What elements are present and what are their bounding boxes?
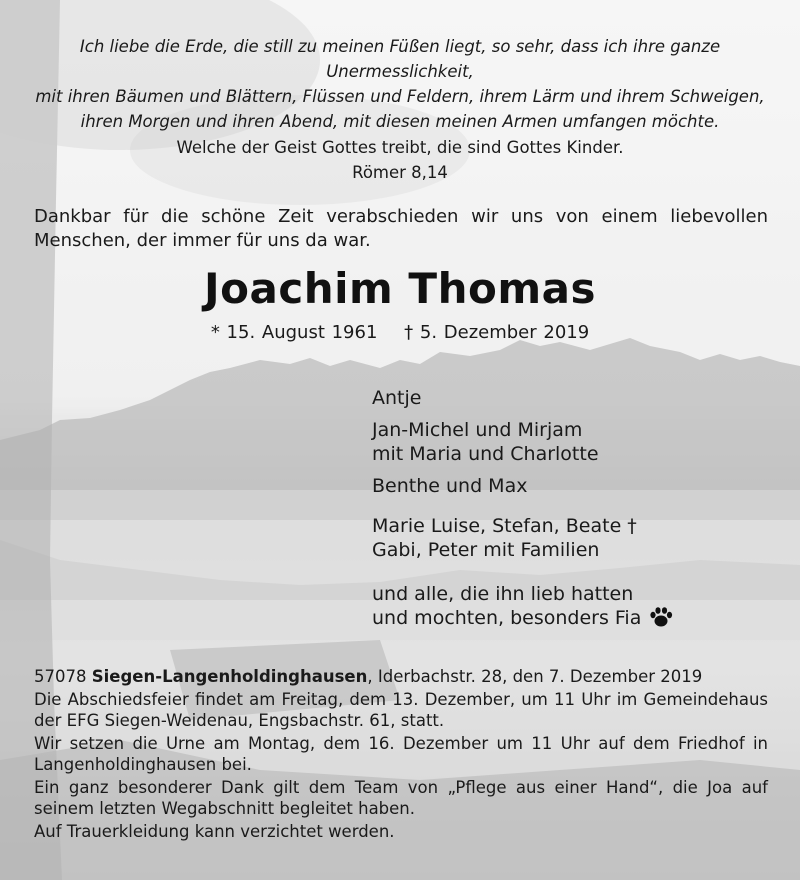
family-group-1	[372, 386, 599, 498]
birth-date: * 15. August 1961	[210, 322, 378, 343]
family-group-2	[372, 514, 637, 562]
poem-quote	[20, 34, 780, 134]
thanks-note: Ein ganz besonderer Dank gilt dem Team von „Pflege aus einer Hand“, die Joa auf seinem letzten Wegabschnitt begleitet haben.	[34, 778, 768, 818]
address-rest: , Iderbachstr. 28, den 7. Dezember 2019	[367, 667, 703, 686]
poem-line-3: ihren Morgen und ihren Abend, mit diesen meinen Armen umfangen möchte.	[80, 112, 720, 131]
verse-reference: Römer 8,14	[352, 163, 448, 182]
family-member: Gabi, Peter mit Familien	[372, 539, 600, 561]
family-group-3	[372, 582, 673, 630]
death-date: † 5. Dezember 2019	[404, 322, 590, 343]
poem-line-1: Ich liebe die Erde, die still zu meinen Füßen liegt, so sehr, dass ich ihre ganze Unermesslichkeit,	[79, 37, 721, 81]
address-line	[34, 666, 768, 687]
family-member: und alle, die ihn lieb hatten	[372, 583, 634, 605]
postcode: 57078	[34, 667, 87, 686]
bible-verse	[0, 135, 800, 185]
dress-note: Auf Trauerkleidung kann verzichtet werden.	[34, 822, 395, 841]
farewell-info: Die Abschiedsfeier findet am Freitag, dem 13. Dezember, um 11 Uhr im Gemeindehaus der EFG Siegen-Weidenau, Engsbachstr. 61, statt.	[34, 690, 768, 730]
family-member: Marie Luise, Stefan, Beate †	[372, 515, 637, 537]
deceased-name: Joachim Thomas	[204, 264, 596, 313]
paw-print-icon	[649, 606, 673, 628]
life-dates	[0, 322, 800, 343]
family-member: Benthe und Max	[372, 475, 528, 497]
footer-info	[34, 666, 768, 844]
poem-line-2: mit ihren Bäumen und Blättern, Flüssen und Feldern, ihrem Lärm und ihrem Schweigen,	[35, 87, 765, 106]
family-member-text: und mochten, besonders Fia	[372, 607, 642, 629]
family-member: mit Maria und Charlotte	[372, 443, 599, 465]
family-member	[372, 606, 673, 630]
verse-text: Welche der Geist Gottes treibt, die sind Gottes Kinder.	[176, 138, 624, 157]
intro-text: Dankbar für die schöne Zeit verabschieden wir uns von einem liebevollen Menschen, der immer für uns da war.	[34, 206, 768, 251]
family-member: Antje	[372, 387, 422, 409]
family-member: Jan-Michel und Mirjam	[372, 419, 583, 441]
urn-burial-info: Wir setzen die Urne am Montag, dem 16. Dezember um 11 Uhr auf dem Friedhof in Langenholdinghausen bei.	[34, 734, 768, 774]
city: Siegen-Langenholdinghausen	[91, 667, 368, 686]
